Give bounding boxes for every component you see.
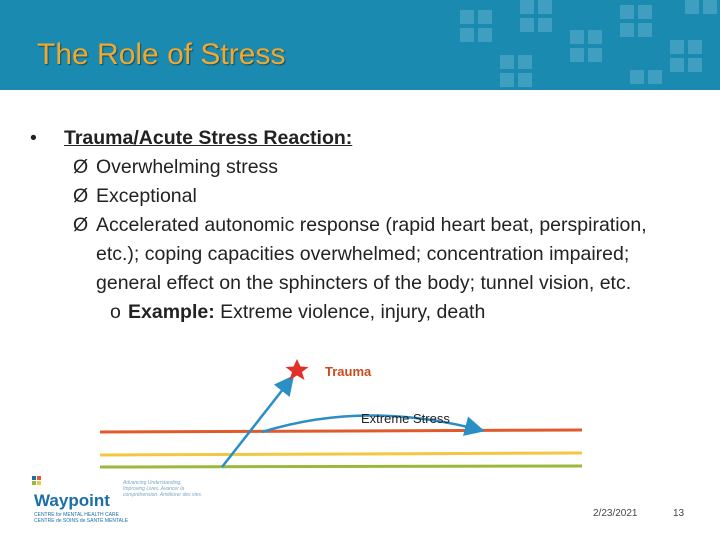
- logo-subtitle: [34, 512, 128, 524]
- example-text: Extreme violence, injury, death: [214, 301, 486, 323]
- logo-name: Waypoint: [34, 491, 110, 510]
- bullet-label: Trauma/Acute Stress Reaction:: [64, 127, 353, 149]
- trauma-label: Trauma: [325, 364, 372, 379]
- arrow-bullet-icon: Ø: [73, 214, 89, 236]
- subbullet-text: Accelerated autonomic response (rapid heart beat, perspiration, etc.); coping capacities overwhelmed; concentration impaired; general effect on the sphincters of the body; tunnel vision, etc.: [96, 214, 647, 294]
- waypoint-logo-icon: [32, 476, 52, 490]
- footer-date: 2/23/2021: [593, 508, 638, 519]
- waypoint-logo: [30, 476, 203, 524]
- arrow-bullet-icon: Ø: [73, 185, 89, 207]
- logo-subtitle-line: CENTRE for MENTAL HEALTH CARE: [34, 512, 119, 518]
- slide-title: The Role of Stress: [37, 38, 286, 71]
- subbullet-text: Exceptional: [96, 185, 197, 207]
- circle-bullet-icon: o: [110, 301, 121, 323]
- yellow-stress-line: [100, 453, 582, 455]
- extreme-stress-label: Extreme Stress: [361, 411, 450, 426]
- slide-number: 13: [673, 508, 685, 519]
- star-icon: [286, 359, 309, 380]
- arrow-bullet-icon: Ø: [73, 156, 89, 178]
- bullet-marker: •: [30, 127, 37, 149]
- green-stress-line: [100, 466, 582, 467]
- logo-tagline: Advancing Understanding. Improving Lives. Avancer la compréhension. Améliorer des vies.: [123, 480, 203, 498]
- subbullet-text: Overwhelming stress: [96, 156, 279, 178]
- trauma-threshold-line: [100, 430, 582, 432]
- logo-subtitle-line: CENTRE de SOINS de SANTÉ MENTALE: [34, 518, 129, 524]
- example-label: Example:: [128, 301, 215, 323]
